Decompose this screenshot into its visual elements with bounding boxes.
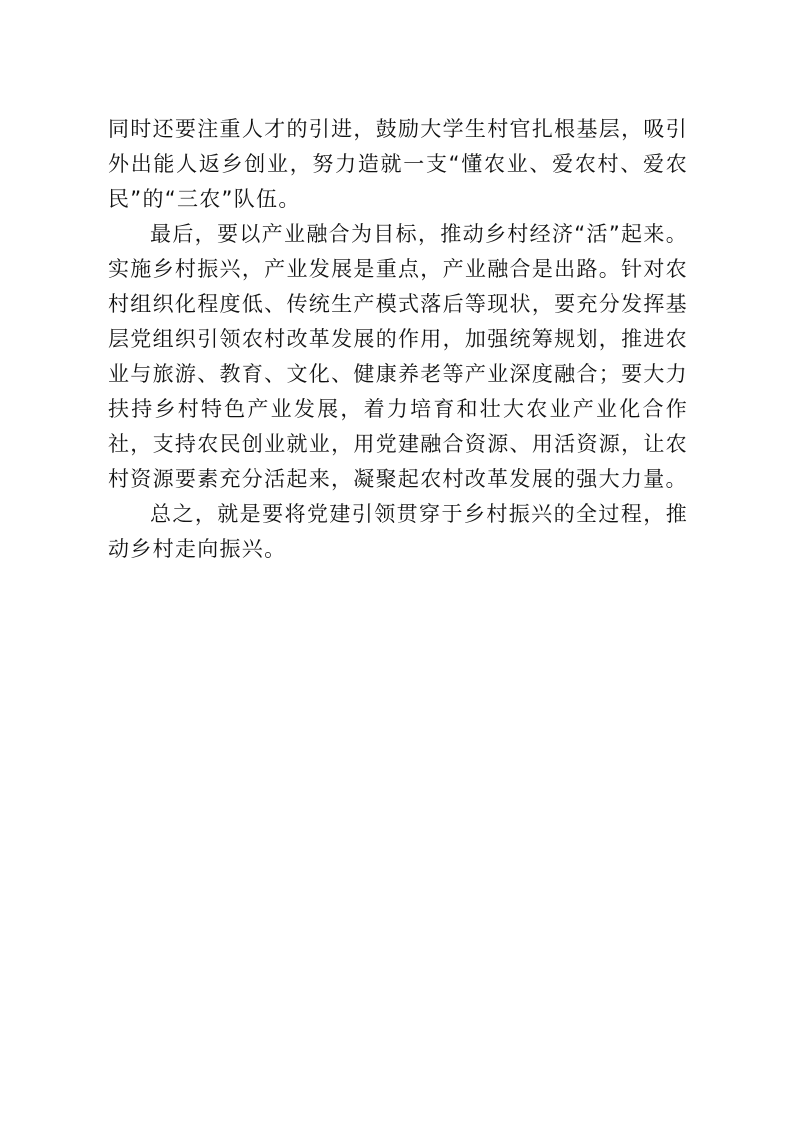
paragraph-industry-integration: 最后，要以产业融合为目标，推动乡村经济“活”起来。实施乡村振兴，产业发展是重点，产业融合是出路。针对农村组织化程度低、传统生产模式落后等现状，要充分发挥基层党组织引领农村改革发展的作用，加强统筹规划，推进农业与旅游、教育、文化、健康养老等产业深度融合；要大力扶持乡村特色产业发展，着力培育和壮大农业产业化合作社，支持农民创业就业，用党建融合资源、用活资源，让农村资源要素充分活起来，凝聚起农村改革发展的强大力量。 — [108, 222, 688, 491]
document-body — [108, 112, 688, 567]
paragraph-conclusion: 总之，就是要将党建引领贯穿于乡村振兴的全过程，推动乡村走向振兴。 — [108, 502, 688, 561]
paragraph-talent: 同时还要注重人才的引进，鼓励大学生村官扎根基层，吸引外出能人返乡创业，努力造就一支“懂农业、爱农村、爱农民”的“三农”队伍。 — [108, 117, 688, 211]
